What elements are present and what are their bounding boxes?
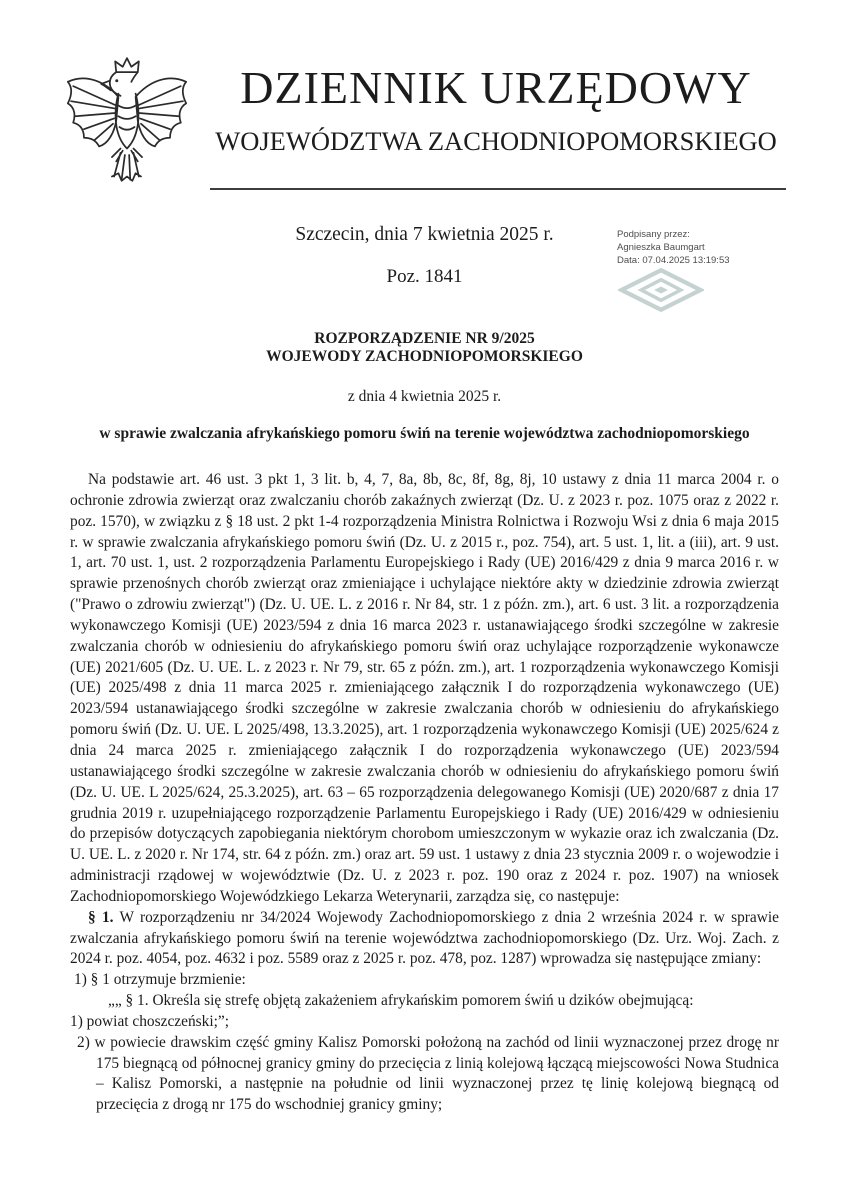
act-title-line2: WOJEWODY ZACHODNIOPOMORSKIEGO (266, 348, 583, 365)
section-1-paragraph (70, 908, 779, 971)
position-number: Poz. 1841 (386, 266, 463, 287)
masthead (205, 63, 787, 156)
act-title-line1: ROZPORZĄDZENIE NR 9/2025 (314, 330, 535, 347)
signer-name: Agnieszka Baumgart (617, 242, 705, 253)
act-body (70, 470, 779, 1116)
quoted-subitem-1: 1) powiat choszczeński;”; (70, 1012, 229, 1030)
section-1-number: § 1. (88, 908, 114, 926)
act-title (0, 330, 849, 366)
polish-eagle-icon (62, 56, 192, 198)
quoted-subitem-2: 2) w powiecie drawskim część gminy Kalisz Pomorski położoną na zachód od linii wyznaczonej przez drogę nr 175 biegnącą od północnej granicy gminy do przecięcia z linią kolejową łączącą miejscowości Nowa Studnica – Kalisz Pomorski, a następnie na południe od linii wyznaczonej przez tę linię kolejową biegnącą od przecięcia z drogą nr 175 do wschodniej granicy gminy; (77, 1033, 779, 1114)
section-1-text: W rozporządzeniu nr 34/2024 Wojewody Zachodniopomorskiego z dnia 2 września 2024 r. w sprawie zwalczania afrykańskiego pomoru świń na terenie województwa zachodniopomorskiego (Dz. Urz. Woj. Zach. z 2024 r. poz. 4054, poz. 4632 i poz. 5589 oraz z 2025 r. poz. 478, poz. 1287) wprowadza się następujące zmiany: (70, 908, 779, 968)
quoted-provision-intro: „„ § 1. Określa się strefę objętą zakażeniem afrykańskim pomorem świń u dzików obejmującą: (108, 992, 694, 1010)
act-subject: w sprawie zwalczania afrykańskiego pomoru świń na terenie województwa zachodniopomorskiego (99, 425, 750, 442)
amendment-item-1: 1) § 1 otrzymuje brzmienie: (74, 971, 246, 989)
digital-signature-block (617, 228, 730, 267)
journal-title: DZIENNIK URZĘDOWY (240, 62, 752, 113)
journal-subtitle: WOJEWÓDZTWA ZACHODNIOPOMORSKIEGO (215, 126, 777, 156)
signed-by-label: Podpisany przez: (617, 229, 690, 240)
masthead-divider (210, 188, 786, 190)
place-date-line: Szczecin, dnia 7 kwietnia 2025 r. (295, 224, 554, 245)
signature-date: Data: 07.04.2025 13:19:53 (617, 255, 730, 266)
preamble-paragraph: Na podstawie art. 46 ust. 3 pkt 1, 3 lit. b, 4, 7, 8a, 8b, 8c, 8f, 8g, 8j, 10 ustawy z dnia 11 marca 2004 r. o ochronie zdrowia zwierząt oraz zwalczaniu chorób zakaźnych zwierząt (Dz. U. z 2023 r. poz. 1075 oraz z 2022 r. poz. 1570), w związku z § 18 ust. 2 pkt 1-4 rozporządzenia Ministra Rolnictwa i Rozwoju Wsi z dnia 6 maja 2015 r. w sprawie zwalczania afrykańskiego pomoru świń (Dz. U. z 2015 r., poz. 754), art. 5 ust. 1, lit. a (iii), art. 9 ust. 1, art. 70 ust. 1, ust. 2 rozporządzenia Parlamentu Europejskiego i Rady (UE) 2016/429 z dnia 9 marca 2016 r. w sprawie przenośnych chorób zwierząt oraz zmieniające i uchylające niektóre akty w dziedzinie zdrowia zwierząt ("Prawo o zdrowiu zwierząt") (Dz. U. UE. L. z 2016 r. Nr 84, str. 1 z późn. zm.), art. 6 ust. 3 lit. a rozporządzenia wykonawczego Komisji (UE) 2023/594 z dnia 16 marca 2023 r. ustanawiającego środki szczególne w zakresie zwalczania chorób w odniesieniu do afrykańskiego pomoru świń oraz uchylające rozporządzenie wykonawcze (UE) 2021/605 (Dz. U. UE. L. z 2023 r. Nr 79, str. 65 z późn. zm.), art. 1 rozporządzenia wykonawczego Komisji (UE) 2025/498 z dnia 11 marca 2025 r. zmieniającego załącznik I do rozporządzenia wykonawczego (UE) 2023/594 ustanawiającego środki szczególne w zakresie zwalczania chorób w odniesieniu do afrykańskiego pomoru świń (Dz. U. UE. L 2025/498, 13.3.2025), art. 1 rozporządzenia wykonawczego Komisji (UE) 2025/624 z dnia 24 marca 2025 r. zmieniającego załącznik I do rozporządzenia wykonawczego (UE) 2023/594 ustanawiającego środki szczególne w zakresie zwalczania chorób w odniesieniu do afrykańskiego pomoru świń (Dz. U. UE. L 2025/624, 25.3.2025), art. 63 – 65 rozporządzenia delegowanego Komisji (UE) 2020/687 z dnia 17 grudnia 2019 r. uzupełniającego rozporządzenie Parlamentu Europejskiego i Rady (UE) 2016/429 w odniesieniu do przepisów dotyczących zapobiegania niektórym chorobom umieszczonym w wykazie oraz ich zwalczania (Dz. U. UE. L. z 2020 r. Nr 174, str. 64 z późn. zm.) oraz art. 59 ust. 1 ustawy z dnia 23 stycznia 2009 r. o wojewodzie i administracji rządowej w województwie (Dz. U. z 2023 r. poz. 190 oraz z 2024 r. poz. 1907) na wniosek Zachodniopomorskiego Wojewódzkiego Lekarza Weterynarii, zarządza się, co następuje: (70, 471, 779, 905)
act-date: z dnia 4 kwietnia 2025 r. (347, 388, 502, 405)
